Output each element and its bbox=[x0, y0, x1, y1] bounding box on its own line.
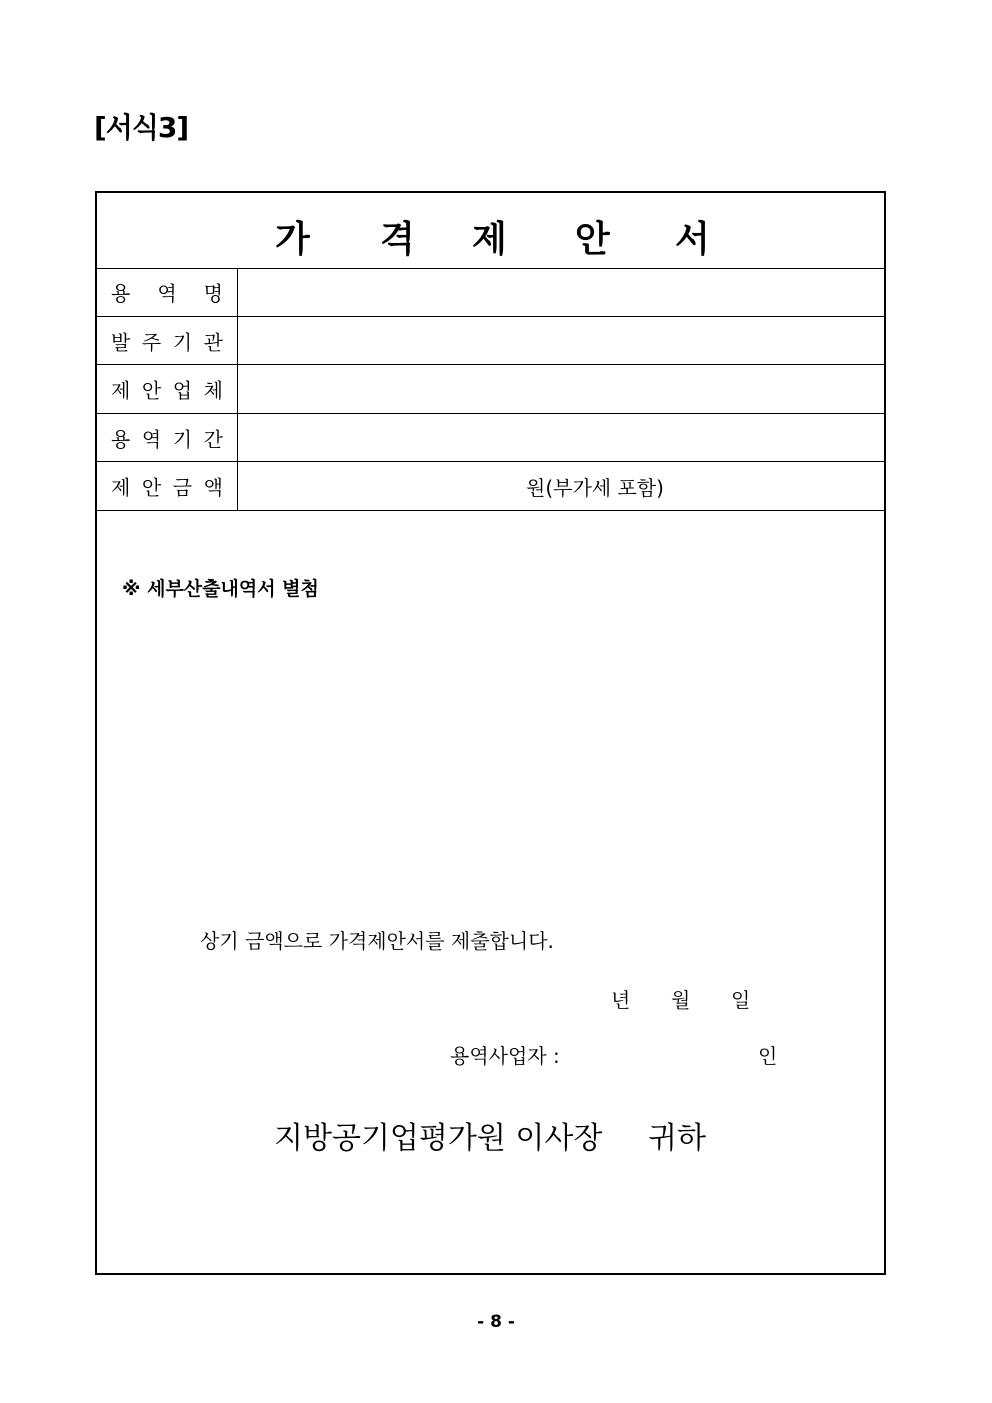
form-label: [서식3] bbox=[94, 111, 189, 144]
label-char: 간 bbox=[203, 427, 223, 451]
date-day: 일 bbox=[731, 988, 751, 1012]
seal-label: 인 bbox=[758, 1044, 778, 1068]
field-label bbox=[97, 317, 238, 364]
label-char: 역 bbox=[141, 427, 162, 451]
addressee: 지방공기업평가원 이사장 bbox=[274, 1121, 603, 1156]
label-char: 주 bbox=[141, 330, 162, 354]
label-char: 제 bbox=[111, 475, 131, 500]
client-field[interactable] bbox=[238, 317, 884, 364]
document-title bbox=[97, 193, 884, 269]
field-row-amount bbox=[97, 462, 884, 511]
attachment-note: ※ 세부산출내역서 별첨 bbox=[122, 578, 319, 600]
label-char: 기 bbox=[172, 427, 193, 451]
label-char: 역 bbox=[157, 281, 177, 306]
field-row-client bbox=[97, 317, 884, 365]
label-char: 제 bbox=[111, 378, 131, 403]
submission-statement: 상기 금액으로 가격제안서를 제출합니다. bbox=[200, 929, 554, 953]
title-char: 격 bbox=[380, 219, 415, 260]
label-char: 기 bbox=[172, 330, 193, 354]
title-char: 안 bbox=[575, 219, 610, 260]
label-char: 안 bbox=[141, 475, 162, 500]
field-label bbox=[97, 365, 238, 413]
title-char: 서 bbox=[675, 219, 710, 260]
field-row-proposer bbox=[97, 365, 884, 414]
label-char: 액 bbox=[203, 475, 223, 500]
field-row-period bbox=[97, 414, 884, 462]
label-char: 용 bbox=[111, 427, 131, 451]
honorific: 귀하 bbox=[648, 1121, 706, 1156]
label-char: 업 bbox=[172, 378, 193, 403]
label-char: 체 bbox=[203, 378, 223, 403]
page-number: - 8 - bbox=[477, 1312, 515, 1332]
signer-label: 용역사업자 : bbox=[450, 1044, 560, 1068]
title-char: 제 bbox=[472, 219, 507, 260]
field-label bbox=[97, 462, 238, 510]
label-char: 관 bbox=[203, 330, 223, 354]
service-name-field[interactable] bbox=[238, 268, 884, 316]
label-char: 안 bbox=[141, 378, 162, 403]
field-row-service-name bbox=[97, 268, 884, 317]
date-year: 년 bbox=[611, 988, 631, 1012]
proposer-field[interactable] bbox=[238, 365, 884, 413]
title-char: 가 bbox=[275, 219, 310, 260]
amount-field[interactable]: 원(부가세 포함) bbox=[526, 475, 664, 500]
label-char: 발 bbox=[111, 330, 131, 354]
date-month: 월 bbox=[671, 988, 691, 1012]
period-field[interactable] bbox=[238, 414, 884, 461]
label-char: 명 bbox=[203, 281, 223, 306]
label-char: 금 bbox=[172, 475, 193, 500]
field-label bbox=[97, 414, 238, 461]
label-char: 용 bbox=[111, 281, 131, 306]
field-label bbox=[97, 268, 238, 316]
